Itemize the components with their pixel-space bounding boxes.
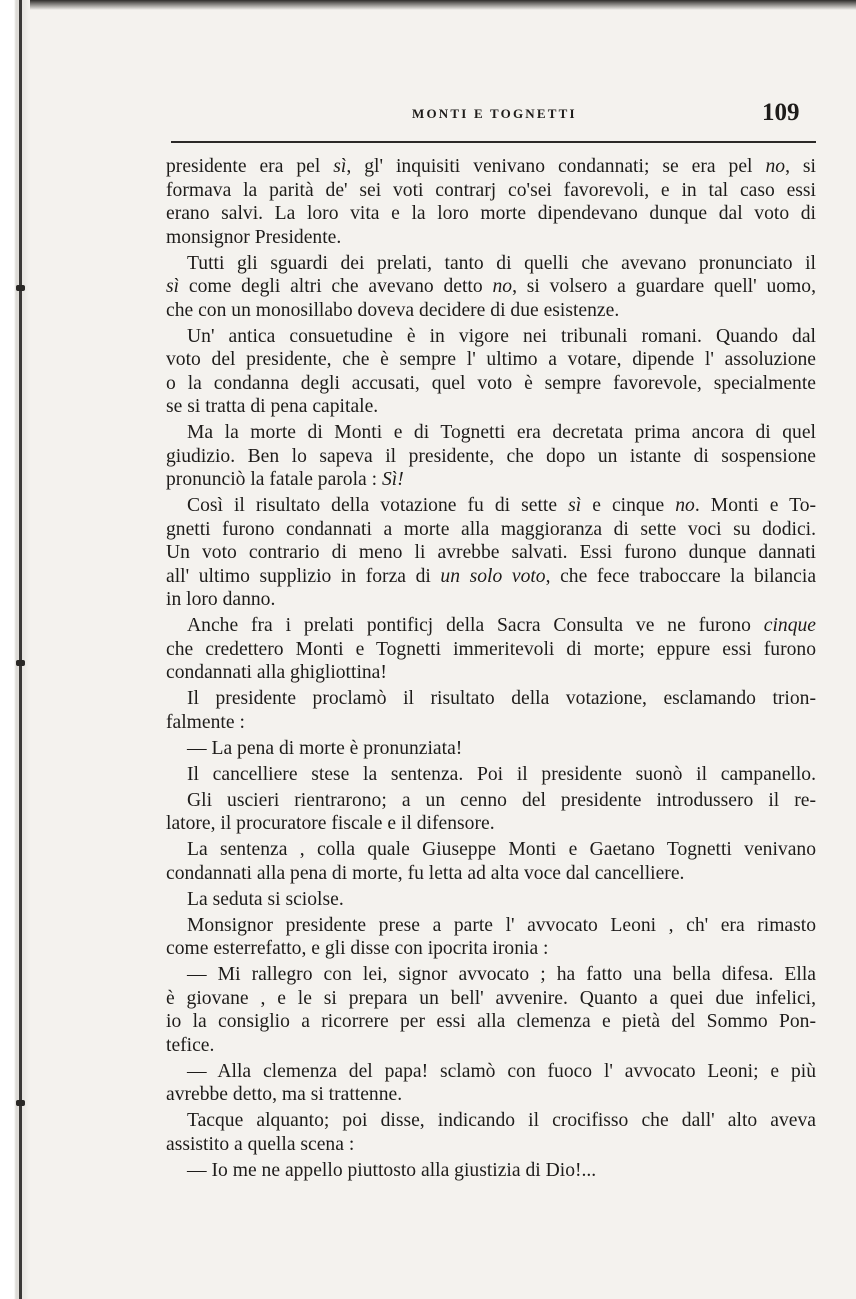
binding-mark bbox=[16, 1100, 25, 1106]
page-number: 109 bbox=[762, 99, 800, 126]
text-line: Così il risultato della votazione fu di sette sì e cinque no. Monti e To- bbox=[187, 495, 817, 516]
text-line: Anche fra i prelati pontificj della Sacra Consulta ve ne furono cinque bbox=[187, 615, 816, 636]
text-line: voto del presidente, che è sempre l' ultimo a votare, dipende l' assoluzione bbox=[166, 349, 816, 370]
text-line: — Mi rallegro con lei, signor avvocato ; ha fatto una bella difesa. Ella bbox=[187, 964, 816, 985]
binding-mark bbox=[16, 660, 25, 666]
text-line: assistito a quella scena : bbox=[166, 1133, 355, 1155]
text-line: o la condanna degli accusati, quel voto è sempre favorevole, specialmente bbox=[166, 372, 816, 394]
text-line: falmente : bbox=[166, 711, 245, 733]
text-line: tefice. bbox=[166, 1034, 215, 1056]
text-line: Ma la morte di Monti e di Tognetti era decretata prima ancora di quel bbox=[187, 422, 816, 443]
text-line: Tutti gli sguardi dei prelati, tanto di quelli che avevano pronunciato il bbox=[187, 252, 816, 274]
text-line: condannati alla pena di morte, fu letta ad alta voce dal cancelliere. bbox=[166, 862, 685, 884]
text-line: formava la parità de' sei voti contrarj co'sei favorevoli, e in tal caso essi bbox=[166, 179, 816, 201]
text-line: gnetti furono condannati a morte alla maggioranza di sette voci su dodici. bbox=[166, 518, 816, 540]
text-line: io la consiglio a ricorrere per essi alla clemenza e pietà del Sommo Pon- bbox=[166, 1011, 816, 1032]
text-line: presidente era pel sì, gl' inquisiti venivano condannati; se era pel no, si bbox=[166, 156, 817, 177]
text-line: — Io me ne appello piuttosto alla giustizia di Dio!... bbox=[187, 1159, 597, 1181]
text-line: — La pena di morte è pronunziata! bbox=[187, 737, 463, 759]
text-line: latore, il procuratore fiscale e il difensore. bbox=[166, 813, 495, 834]
header-rule bbox=[171, 141, 816, 143]
text-line: — Alla clemenza del papa! sclamò con fuoco l' avvocato Leoni; e più bbox=[187, 1060, 816, 1082]
text-line: Tacque alquanto; poi disse, indicando il crocifisso che dall' alto aveva bbox=[187, 1110, 816, 1131]
text-line: La seduta si sciolse. bbox=[187, 888, 344, 910]
text-line: Un voto contrario di meno li avrebbe salvati. Essi furono dunque dannati bbox=[166, 542, 816, 563]
text-line: Il cancelliere stese la sentenza. Poi il presidente suonò il campanello. bbox=[187, 763, 816, 785]
text-line: Gli uscieri rientrarono; a un cenno del presidente introdussero il re- bbox=[187, 789, 816, 811]
text-line: è giovane , e le si prepara un bell' avvenire. Quanto a quei due infelici, bbox=[166, 987, 816, 1009]
text-line: che con un monosillabo doveva decidere di due esistenze. bbox=[166, 299, 620, 321]
text-line: La sentenza , colla quale Giuseppe Monti e Gaetano Tognetti venivano bbox=[187, 839, 816, 860]
text-line: erano salvi. La loro vita e la loro morte dipendevano dunque dal voto di bbox=[166, 203, 816, 224]
text-line: Monsignor presidente prese a parte l' avvocato Leoni , ch' era rimasto bbox=[187, 914, 816, 936]
text-line: monsignor Presidente. bbox=[166, 226, 342, 248]
binding-mark bbox=[16, 285, 25, 291]
text-line: giudizio. Ben lo sapeva il presidente, che dopo un istante di sospensione bbox=[166, 445, 816, 467]
text-line: Il presidente proclamò il risultato della votazione, esclamando trion- bbox=[187, 688, 816, 709]
text-line: all' ultimo supplizio in forza di un solo voto, che fece traboccare la bilancia bbox=[166, 565, 817, 587]
body-text bbox=[166, 155, 816, 1182]
running-head bbox=[0, 99, 856, 133]
text-line: Un' antica consuetudine è in vigore nei tribunali romani. Quando dal bbox=[187, 325, 816, 347]
text-line: pronunciò la fatale parola : Sì! bbox=[166, 469, 404, 490]
text-line: come esterrefatto, e gli disse con ipocrita ironia : bbox=[166, 938, 549, 959]
top-shadow bbox=[30, 0, 856, 10]
text-line: condannati alla ghigliottina! bbox=[166, 662, 387, 683]
running-title: MONTI E TOGNETTI bbox=[412, 106, 577, 121]
text-line: in loro danno. bbox=[166, 589, 276, 610]
text-line: che credettero Monti e Tognetti immeritevoli di morte; eppure essi furono bbox=[166, 638, 816, 660]
text-line: avrebbe detto, ma si trattenne. bbox=[166, 1084, 403, 1105]
text-line: sì come degli altri che avevano detto no, si volsero a guardare quell' uomo, bbox=[166, 276, 816, 297]
text-line: se si tratta di pena capitale. bbox=[166, 396, 379, 417]
